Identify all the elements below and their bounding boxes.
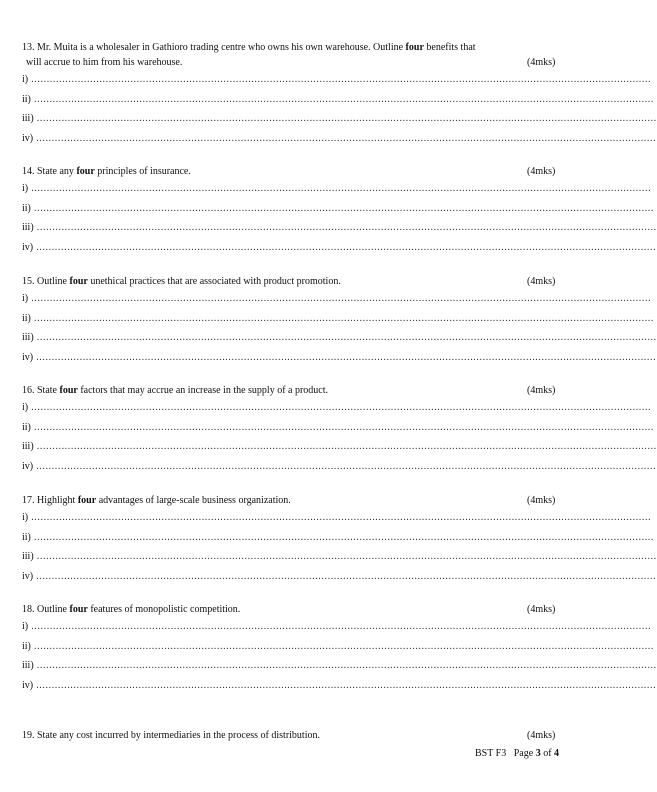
answer-label: i): [22, 402, 29, 413]
paper-code: BST F3: [475, 748, 507, 759]
dotted-line: ........................................................................................................................................................................................................: [28, 293, 652, 304]
dotted-line: ........................................................................................................................................................................................................: [28, 402, 652, 413]
q-pre: 18. Outline: [22, 604, 70, 615]
question-text: [22, 40, 592, 55]
answer-label: ii): [22, 421, 31, 433]
q-pre: 16. State: [22, 385, 60, 396]
marks: (4mks): [527, 166, 556, 177]
answer-line[interactable]: [22, 617, 652, 637]
dotted-line: ........................................................................................................................................................................................................: [30, 531, 654, 543]
answer-line[interactable]: [22, 567, 657, 587]
answer-line[interactable]: [22, 328, 657, 348]
page-total: 4: [554, 748, 560, 759]
q-pre: 17. Highlight: [22, 495, 78, 506]
question-14: [22, 164, 657, 257]
q-post: advantages of large-scale business organization.: [96, 495, 291, 506]
answer-line[interactable]: [22, 637, 654, 657]
answer-label: ii): [22, 312, 31, 324]
answer-line[interactable]: [22, 70, 652, 90]
dotted-line: ........................................................................................................................................................................................................: [30, 640, 654, 652]
dotted-line: ........................................................................................................................................................................................................: [30, 202, 654, 214]
answer-line[interactable]: [22, 309, 654, 329]
answer-line[interactable]: [22, 547, 657, 567]
dotted-line: ........................................................................................................................................................................................................: [30, 312, 654, 324]
answer-line[interactable]: [22, 398, 652, 418]
q-post: principles of insurance.: [94, 166, 191, 177]
answer-line[interactable]: [22, 129, 657, 149]
question-text: [22, 602, 592, 617]
question-15: [22, 274, 657, 367]
page-footer: [475, 748, 559, 759]
answer-label: iii): [22, 113, 34, 124]
answer-label: iii): [22, 332, 34, 343]
marks: (4mks): [527, 730, 556, 741]
answer-line[interactable]: [22, 90, 654, 110]
marks: (4mks): [527, 495, 556, 506]
q-post: factors that may accrue an increase in the supply of a product.: [77, 385, 329, 396]
dotted-line: ........................................................................................................................................................................................................: [33, 570, 657, 582]
answer-label: ii): [22, 640, 31, 652]
answer-label: ii): [22, 531, 31, 543]
dotted-line: ........................................................................................................................................................................................................: [33, 441, 657, 452]
dotted-line: ........................................................................................................................................................................................................: [28, 74, 652, 85]
answer-line[interactable]: [22, 656, 657, 676]
answer-label: iv): [22, 570, 34, 582]
question-text: [22, 493, 592, 508]
answer-label: iv): [22, 132, 34, 144]
question-text: [22, 383, 592, 398]
question-text-line2: [22, 55, 592, 70]
dotted-line: ........................................................................................................................................................................................................: [30, 421, 654, 433]
answer-label: ii): [22, 93, 31, 105]
q-bold: four: [69, 276, 88, 287]
question-16: [22, 383, 657, 476]
dotted-line: ........................................................................................................................................................................................................: [33, 132, 657, 144]
marks: (4mks): [527, 385, 556, 396]
question-18: [22, 602, 657, 695]
dotted-line: ........................................................................................................................................................................................................: [28, 183, 652, 194]
dotted-line: ........................................................................................................................................................................................................: [33, 241, 657, 253]
dotted-line: ........................................................................................................................................................................................................: [30, 93, 654, 105]
dotted-line: ........................................................................................................................................................................................................: [33, 351, 657, 363]
marks: (4mks): [527, 57, 556, 68]
answer-line[interactable]: [22, 289, 652, 309]
answer-line[interactable]: [22, 508, 652, 528]
q-post: features of monopolistic competition.: [87, 604, 241, 615]
answer-label: ii): [22, 202, 31, 214]
q-pre: 14. State any: [22, 166, 77, 177]
answer-line[interactable]: [22, 238, 657, 258]
q-bold: four: [405, 42, 424, 53]
q-bold: four: [76, 166, 95, 177]
question-17: [22, 493, 657, 586]
answer-line[interactable]: [22, 457, 657, 477]
q-bold: four: [77, 495, 97, 506]
page-label: Page: [513, 748, 536, 759]
answer-label: iii): [22, 441, 34, 452]
answer-line[interactable]: [22, 179, 652, 199]
question-text: [22, 274, 592, 289]
q-pre: 15. Outline: [22, 276, 70, 287]
answer-line[interactable]: [22, 437, 657, 457]
dotted-line: ........................................................................................................................................................................................................: [28, 512, 652, 523]
answer-label: iii): [22, 660, 34, 671]
answer-label: iii): [22, 551, 34, 562]
answer-line[interactable]: [22, 418, 654, 438]
dotted-line: ........................................................................................................................................................................................................: [33, 460, 657, 472]
q-post: unethical practices that are associated with product promotion.: [87, 276, 341, 287]
marks: (4mks): [527, 604, 556, 615]
page-number: 3: [535, 748, 541, 759]
question-text: [22, 164, 592, 179]
answer-line[interactable]: [22, 109, 657, 129]
answer-label: iv): [22, 460, 34, 472]
answer-label: iv): [22, 679, 34, 691]
dotted-line: ........................................................................................................................................................................................................: [33, 222, 657, 233]
dotted-line: ........................................................................................................................................................................................................: [33, 113, 657, 124]
answer-label: iv): [22, 351, 34, 363]
q-pre: 19. State any cost incurred by intermediaries in the process of distribution.: [22, 730, 320, 741]
question-13: [22, 40, 657, 148]
answer-label: i): [22, 512, 29, 523]
q-post: benefits that: [423, 42, 476, 53]
answer-label: i): [22, 183, 29, 194]
dotted-line: ........................................................................................................................................................................................................: [33, 332, 657, 343]
dotted-line: ........................................................................................................................................................................................................: [28, 621, 652, 632]
q-bold: four: [59, 385, 78, 396]
answer-line[interactable]: [22, 348, 657, 368]
answer-line[interactable]: [22, 528, 654, 548]
dotted-line: ........................................................................................................................................................................................................: [33, 551, 657, 562]
marks: (4mks): [527, 276, 556, 287]
q-bold: four: [69, 604, 88, 615]
answer-line[interactable]: [22, 218, 657, 238]
answer-label: i): [22, 74, 29, 85]
dotted-line: ........................................................................................................................................................................................................: [33, 679, 657, 691]
answer-label: iii): [22, 222, 34, 233]
question-19: [22, 728, 592, 743]
page-of: of: [540, 748, 555, 759]
answer-line[interactable]: [22, 199, 654, 219]
dotted-line: ........................................................................................................................................................................................................: [33, 660, 657, 671]
answer-label: iv): [22, 241, 34, 253]
answer-label: i): [22, 621, 29, 632]
question-text: [22, 728, 592, 743]
answer-label: i): [22, 293, 29, 304]
q-line2: will accrue to him from his warehouse.: [26, 57, 183, 68]
q-pre: 13. Mr. Muita is a wholesaler in Gathioro trading centre who owns his own warehouse. Outline: [22, 42, 406, 53]
answer-line[interactable]: [22, 676, 657, 696]
